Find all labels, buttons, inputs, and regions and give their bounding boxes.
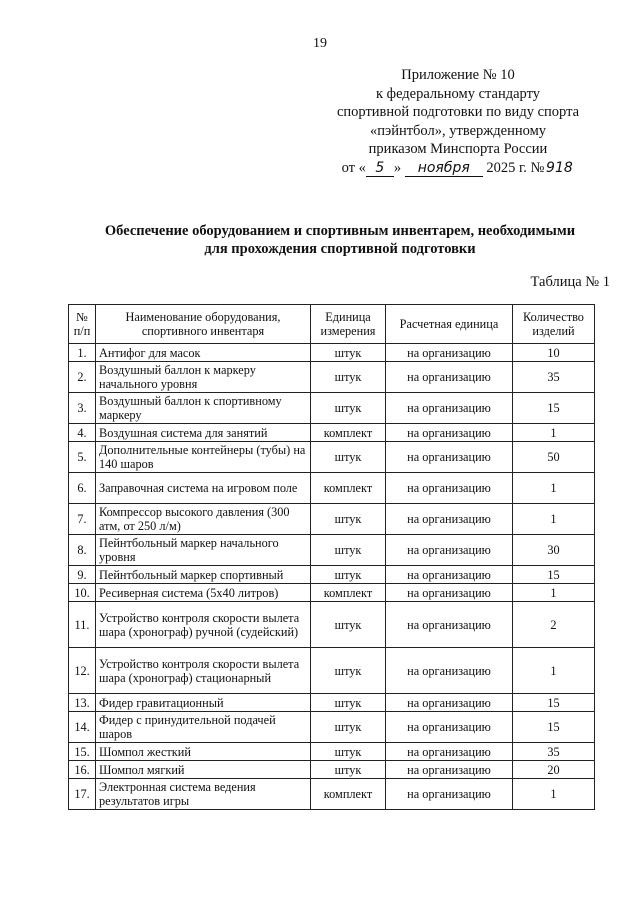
row-equipment-name: Антифог для масок bbox=[96, 344, 311, 362]
row-calc-unit: на организацию bbox=[386, 779, 513, 810]
table-row bbox=[69, 602, 595, 648]
equipment-table bbox=[68, 304, 595, 810]
row-equipment-name: Воздушный баллон к спортивному маркеру bbox=[96, 393, 311, 424]
row-unit: комплект bbox=[311, 473, 386, 504]
row-equipment-name: Воздушная система для занятий bbox=[96, 424, 311, 442]
row-unit: комплект bbox=[311, 424, 386, 442]
row-calc-unit: на организацию bbox=[386, 393, 513, 424]
row-quantity: 15 bbox=[513, 393, 595, 424]
row-unit: комплект bbox=[311, 779, 386, 810]
row-equipment-name: Заправочная система на игровом поле bbox=[96, 473, 311, 504]
row-number: 5. bbox=[69, 442, 96, 473]
row-number: 7. bbox=[69, 504, 96, 535]
date-day: 5 bbox=[366, 161, 394, 177]
row-number: 13. bbox=[69, 694, 96, 712]
row-unit: штук bbox=[311, 566, 386, 584]
table-row bbox=[69, 473, 595, 504]
header-qty: Количество изделий bbox=[513, 305, 595, 344]
row-number: 17. bbox=[69, 779, 96, 810]
header-num: № п/п bbox=[69, 305, 96, 344]
row-equipment-name: Устройство контроля скорости вылета шара (хронограф) стационарный bbox=[96, 648, 311, 694]
row-unit: штук bbox=[311, 393, 386, 424]
row-unit: штук bbox=[311, 535, 386, 566]
row-quantity: 15 bbox=[513, 694, 595, 712]
row-quantity: 2 bbox=[513, 602, 595, 648]
row-calc-unit: на организацию bbox=[386, 504, 513, 535]
row-calc-unit: на организацию bbox=[386, 761, 513, 779]
table-row bbox=[69, 694, 595, 712]
header-unit: Единица измерения bbox=[311, 305, 386, 344]
row-quantity: 1 bbox=[513, 584, 595, 602]
row-unit: штук bbox=[311, 504, 386, 535]
row-calc-unit: на организацию bbox=[386, 743, 513, 761]
row-equipment-name: Компрессор высокого давления (300 атм, от 250 л/м) bbox=[96, 504, 311, 535]
table-header-row bbox=[69, 305, 595, 344]
header-name: Наименование оборудования, спортивного инвентаря bbox=[96, 305, 311, 344]
table-row bbox=[69, 535, 595, 566]
header-calc: Расчетная единица bbox=[386, 305, 513, 344]
table-row bbox=[69, 504, 595, 535]
row-calc-unit: на организацию bbox=[386, 712, 513, 743]
table-row bbox=[69, 393, 595, 424]
row-unit: штук bbox=[311, 602, 386, 648]
row-equipment-name: Ресиверная система (5х40 литров) bbox=[96, 584, 311, 602]
row-number: 12. bbox=[69, 648, 96, 694]
row-equipment-name: Шомпол мягкий bbox=[96, 761, 311, 779]
row-number: 10. bbox=[69, 584, 96, 602]
row-calc-unit: на организацию bbox=[386, 584, 513, 602]
row-equipment-name: Пейнтбольный маркер спортивный bbox=[96, 566, 311, 584]
row-calc-unit: на организацию bbox=[386, 648, 513, 694]
row-unit: штук bbox=[311, 761, 386, 779]
appendix-line-1: Приложение № 10 bbox=[401, 67, 515, 83]
order-number: 918 bbox=[546, 159, 573, 176]
row-number: 3. bbox=[69, 393, 96, 424]
row-unit: штук bbox=[311, 743, 386, 761]
row-equipment-name: Дополнительные контейнеры (тубы) на 140 шаров bbox=[96, 442, 311, 473]
table-row bbox=[69, 648, 595, 694]
row-unit: штук bbox=[311, 442, 386, 473]
table-row bbox=[69, 779, 595, 810]
row-quantity: 35 bbox=[513, 743, 595, 761]
row-calc-unit: на организацию bbox=[386, 424, 513, 442]
appendix-line-4: «пэйнтбол», утвержденному bbox=[369, 122, 547, 139]
date-month: ноября bbox=[405, 161, 483, 177]
table-row bbox=[69, 362, 595, 393]
date-prefix: от « bbox=[341, 159, 366, 176]
row-equipment-name: Устройство контроля скорости вылета шара (хронограф) ручной (судейский) bbox=[96, 602, 311, 648]
row-calc-unit: на организацию bbox=[386, 442, 513, 473]
table-row bbox=[69, 761, 595, 779]
row-unit: штук bbox=[311, 344, 386, 362]
date-mid: » bbox=[393, 159, 402, 176]
table-row bbox=[69, 712, 595, 743]
row-unit: штук bbox=[311, 648, 386, 694]
row-quantity: 50 bbox=[513, 442, 595, 473]
title-line-2: для прохождения спортивной подготовки bbox=[204, 241, 476, 257]
row-number: 14. bbox=[69, 712, 96, 743]
table-row bbox=[69, 442, 595, 473]
row-unit: штук bbox=[311, 712, 386, 743]
row-unit: штук bbox=[311, 694, 386, 712]
row-number: 11. bbox=[69, 602, 96, 648]
appendix-date-line bbox=[328, 159, 588, 178]
row-number: 4. bbox=[69, 424, 96, 442]
appendix-line-3: спортивной подготовки по виду спорта bbox=[336, 104, 580, 121]
row-equipment-name: Шомпол жесткий bbox=[96, 743, 311, 761]
row-calc-unit: на организацию bbox=[386, 602, 513, 648]
row-quantity: 15 bbox=[513, 566, 595, 584]
table-row bbox=[69, 344, 595, 362]
row-calc-unit: на организацию bbox=[386, 362, 513, 393]
row-quantity: 1 bbox=[513, 473, 595, 504]
row-number: 1. bbox=[69, 344, 96, 362]
row-number: 16. bbox=[69, 761, 96, 779]
row-calc-unit: на организацию bbox=[386, 535, 513, 566]
row-unit: штук bbox=[311, 362, 386, 393]
row-equipment-name: Воздушный баллон к маркеру начального уровня bbox=[96, 362, 311, 393]
row-equipment-name: Фидер с принудительной подачей шаров bbox=[96, 712, 311, 743]
row-calc-unit: на организацию bbox=[386, 566, 513, 584]
row-quantity: 30 bbox=[513, 535, 595, 566]
row-number: 15. bbox=[69, 743, 96, 761]
row-quantity: 1 bbox=[513, 779, 595, 810]
row-quantity: 10 bbox=[513, 344, 595, 362]
table-row bbox=[69, 566, 595, 584]
row-calc-unit: на организацию bbox=[386, 694, 513, 712]
page-number: 19 bbox=[313, 36, 327, 51]
row-unit: комплект bbox=[311, 584, 386, 602]
document-title bbox=[70, 222, 610, 258]
row-number: 6. bbox=[69, 473, 96, 504]
title-line-1: Обеспечение оборудованием и спортивным инвентарем, необходимыми bbox=[104, 223, 576, 239]
table-row bbox=[69, 424, 595, 442]
row-quantity: 1 bbox=[513, 648, 595, 694]
row-number: 2. bbox=[69, 362, 96, 393]
row-equipment-name: Пейнтбольный маркер начального уровня bbox=[96, 535, 311, 566]
row-equipment-name: Электронная система ведения результатов игры bbox=[96, 779, 311, 810]
row-quantity: 35 bbox=[513, 362, 595, 393]
table-row bbox=[69, 584, 595, 602]
row-number: 8. bbox=[69, 535, 96, 566]
appendix-header bbox=[328, 66, 588, 178]
row-quantity: 15 bbox=[513, 712, 595, 743]
appendix-line-5: приказом Минспорта России bbox=[368, 141, 548, 158]
row-calc-unit: на организацию bbox=[386, 344, 513, 362]
row-quantity: 20 bbox=[513, 761, 595, 779]
table-label: Таблица № 1 bbox=[530, 274, 610, 290]
row-calc-unit: на организацию bbox=[386, 473, 513, 504]
row-quantity: 1 bbox=[513, 424, 595, 442]
appendix-line-2: к федеральному стандарту bbox=[376, 85, 540, 102]
table-row bbox=[69, 743, 595, 761]
row-equipment-name: Фидер гравитационный bbox=[96, 694, 311, 712]
date-year: 2025 г. № bbox=[486, 159, 545, 176]
row-number: 9. bbox=[69, 566, 96, 584]
row-quantity: 1 bbox=[513, 504, 595, 535]
